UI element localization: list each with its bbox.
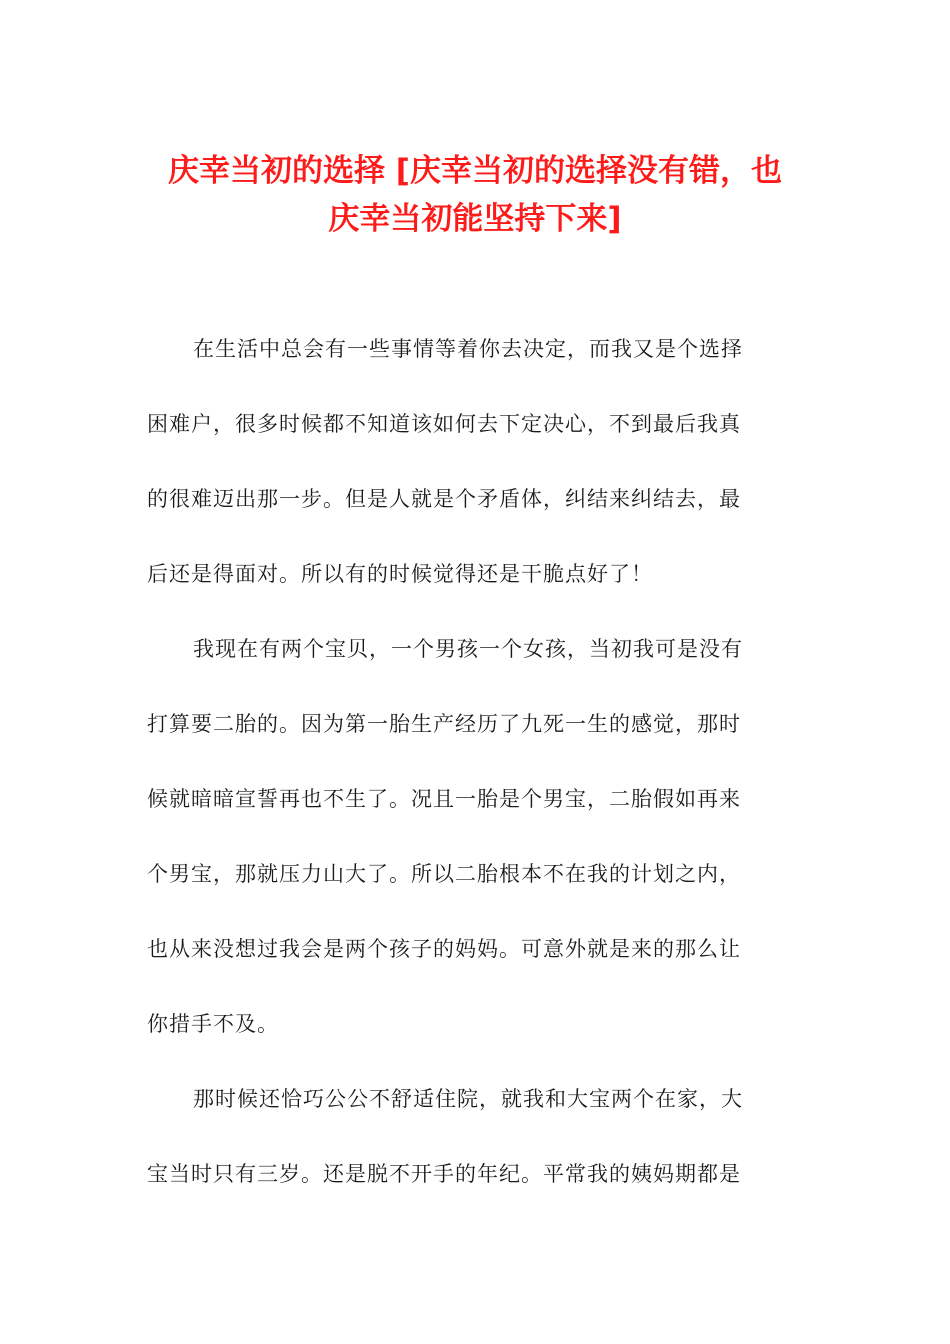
text-line: 打算要二胎的。因为第一胎生产经历了九死一生的感觉，那时 xyxy=(147,712,741,736)
title-line-2: 庆幸当初能坚持下来] xyxy=(328,201,622,237)
text-line: 你措手不及。 xyxy=(147,1012,279,1036)
paragraph-1 xyxy=(147,322,797,622)
document-title xyxy=(120,147,830,243)
text-line: 在生活中总会有一些事情等着你去决定，而我又是个选择 xyxy=(193,337,743,361)
text-line: 的很难迈出那一步。但是人就是个矛盾体，纠结来纠结去，最 xyxy=(147,487,741,511)
text-line: 我现在有两个宝贝，一个男孩一个女孩，当初我可是没有 xyxy=(193,637,743,661)
text-line: 个男宝，那就压力山大了。所以二胎根本不在我的计划之内， xyxy=(147,862,741,886)
paragraph-2 xyxy=(147,622,797,1072)
text-line: 候就暗暗宣誓再也不生了。况且一胎是个男宝，二胎假如再来 xyxy=(147,787,741,811)
text-line: 也从来没想过我会是两个孩子的妈妈。可意外就是来的那么让 xyxy=(147,937,741,961)
paragraph-3 xyxy=(147,1072,797,1222)
text-line: 后还是得面对。所以有的时候觉得还是干脆点好了！ xyxy=(147,562,653,586)
text-line: 宝当时只有三岁。还是脱不开手的年纪。平常我的姨妈期都是 xyxy=(147,1162,741,1186)
text-line: 困难户，很多时候都不知道该如何去下定决心，不到最后我真 xyxy=(147,412,741,436)
document-body xyxy=(147,322,797,1222)
title-line-1: 庆幸当初的选择 [庆幸当初的选择没有错，也 xyxy=(168,153,782,189)
text-line: 那时候还恰巧公公不舒适住院，就我和大宝两个在家，大 xyxy=(193,1087,743,1111)
